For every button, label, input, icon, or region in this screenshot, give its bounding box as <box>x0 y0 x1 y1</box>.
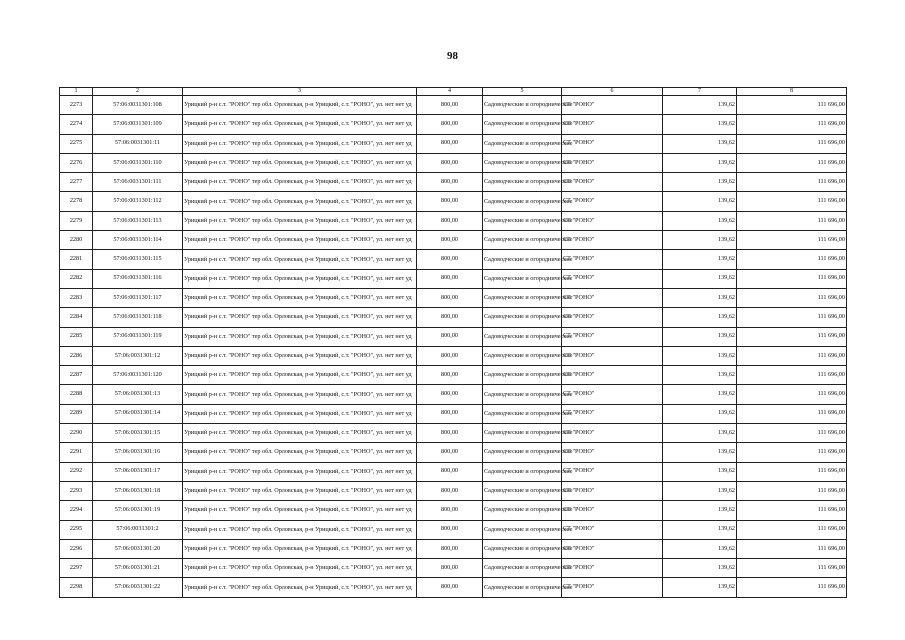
land-use-cell: Садоводческие и огороднические <box>483 462 562 481</box>
cadastral-number: 57:06:0031301:108 <box>93 96 183 115</box>
land-use-cell: Садоводческие и огороднические <box>483 308 562 327</box>
land-use-cell: Садоводческие и огороднические <box>483 559 562 578</box>
address-cell: Урицкий р-н с.т. "РОНО" тер обл. Орловская, р-н Урицкий, с.т. "РОНО", ул. нет нет уд <box>183 424 417 443</box>
area-cell: 800,00 <box>417 231 483 250</box>
cadastral-value-cell: 111 696,00 <box>737 520 847 539</box>
cadastral-number: 57:06:0031301:109 <box>93 115 183 134</box>
land-use-cell: Садоводческие и огороднические <box>483 501 562 520</box>
table-row <box>60 173 847 192</box>
land-use-cell: Садоводческие и огороднические <box>483 424 562 443</box>
row-number: 2297 <box>60 559 93 578</box>
row-number: 2278 <box>60 192 93 211</box>
cadastral-number: 57:06:0031301:113 <box>93 211 183 230</box>
cadastral-value-cell: 111 696,00 <box>737 192 847 211</box>
area-cell: 800,00 <box>417 288 483 307</box>
organization-cell: СТ "РОНО" <box>562 327 663 346</box>
address-cell: Урицкий р-н с.т. "РОНО" тер обл. Орловская, р-н Урицкий, с.т. "РОНО", ул. нет нет уд <box>183 366 417 385</box>
address-cell: Урицкий р-н с.т. "РОНО" тер обл. Орловская, р-н Урицкий, с.т. "РОНО", ул. нет нет уд <box>183 539 417 558</box>
table-header <box>60 88 847 96</box>
cadastral-value-cell: 111 696,00 <box>737 115 847 134</box>
rate-cell: 139,62 <box>663 424 737 443</box>
land-use-cell: Садоводческие и огороднические <box>483 539 562 558</box>
organization-cell: СТ "РОНО" <box>562 308 663 327</box>
row-number: 2281 <box>60 250 93 269</box>
row-number: 2276 <box>60 153 93 172</box>
header-cell-5: 5 <box>483 88 562 96</box>
organization-cell: СТ "РОНО" <box>562 96 663 115</box>
cadastral-value-cell: 111 696,00 <box>737 539 847 558</box>
address-cell: Урицкий р-н с.т. "РОНО" тер обл. Орловская, р-н Урицкий, с.т. "РОНО", ул. нет нет уд <box>183 462 417 481</box>
land-use-cell: Садоводческие и огороднические <box>483 231 562 250</box>
area-cell: 800,00 <box>417 481 483 500</box>
land-use-cell: Садоводческие и огороднические <box>483 404 562 423</box>
table-row <box>60 96 847 115</box>
cadastral-value-cell: 111 696,00 <box>737 173 847 192</box>
cadastral-number: 57:06:0031301:21 <box>93 559 183 578</box>
cadastral-number: 57:06:0031301:14 <box>93 404 183 423</box>
land-use-cell: Садоводческие и огороднические <box>483 96 562 115</box>
organization-cell: СТ "РОНО" <box>562 115 663 134</box>
address-cell: Урицкий р-н с.т. "РОНО" тер обл. Орловская, р-н Урицкий, с.т. "РОНО", ул. нет нет уд <box>183 173 417 192</box>
header-cell-3: 3 <box>183 88 417 96</box>
land-use-cell: Садоводческие и огороднические <box>483 481 562 500</box>
rate-cell: 139,62 <box>663 539 737 558</box>
cadastral-value-cell: 111 696,00 <box>737 96 847 115</box>
row-number: 2290 <box>60 424 93 443</box>
land-use-cell: Садоводческие и огороднические <box>483 115 562 134</box>
land-use-cell: Садоводческие и огороднические <box>483 385 562 404</box>
row-number: 2277 <box>60 173 93 192</box>
organization-cell: СТ "РОНО" <box>562 481 663 500</box>
organization-cell: СТ "РОНО" <box>562 134 663 153</box>
table-row <box>60 134 847 153</box>
rate-cell: 139,62 <box>663 308 737 327</box>
cadastral-number: 57:06:0031301:110 <box>93 153 183 172</box>
rate-cell: 139,62 <box>663 96 737 115</box>
area-cell: 800,00 <box>417 96 483 115</box>
organization-cell: СТ "РОНО" <box>562 346 663 365</box>
cadastral-number: 57:06:0031301:119 <box>93 327 183 346</box>
land-use-cell: Садоводческие и огороднические <box>483 269 562 288</box>
area-cell: 800,00 <box>417 115 483 134</box>
table-row <box>60 192 847 211</box>
address-cell: Урицкий р-н с.т. "РОНО" тер обл. Орловская, р-н Урицкий, с.т. "РОНО", ул. нет нет уд <box>183 134 417 153</box>
organization-cell: СТ "РОНО" <box>562 192 663 211</box>
address-cell: Урицкий р-н с.т. "РОНО" тер обл. Орловская, р-н Урицкий, с.т. "РОНО", ул. нет нет уд <box>183 481 417 500</box>
row-number: 2289 <box>60 404 93 423</box>
rate-cell: 139,62 <box>663 250 737 269</box>
header-cell-8: 8 <box>737 88 847 96</box>
table-row <box>60 308 847 327</box>
area-cell: 800,00 <box>417 173 483 192</box>
organization-cell: СТ "РОНО" <box>562 539 663 558</box>
cadastral-number: 57:06:0031301:22 <box>93 578 183 597</box>
row-number: 2298 <box>60 578 93 597</box>
area-cell: 800,00 <box>417 559 483 578</box>
cadastral-value-cell: 111 696,00 <box>737 153 847 172</box>
cadastral-value-cell: 111 696,00 <box>737 308 847 327</box>
table-row <box>60 404 847 423</box>
organization-cell: СТ "РОНО" <box>562 288 663 307</box>
table-body <box>60 96 847 598</box>
table-row <box>60 385 847 404</box>
area-cell: 800,00 <box>417 520 483 539</box>
cadastral-number: 57:06:0031301:12 <box>93 346 183 365</box>
land-use-cell: Садоводческие и огороднические <box>483 366 562 385</box>
cadastral-number: 57:06:0031301:114 <box>93 231 183 250</box>
table-row <box>60 288 847 307</box>
cadastral-number: 57:06:0031301:112 <box>93 192 183 211</box>
rate-cell: 139,62 <box>663 501 737 520</box>
row-number: 2292 <box>60 462 93 481</box>
cadastral-number: 57:06:0031301:16 <box>93 443 183 462</box>
address-cell: Урицкий р-н с.т. "РОНО" тер обл. Орловская, р-н Урицкий, с.т. "РОНО", ул. нет нет уд <box>183 501 417 520</box>
cadastral-number: 57:06:0031301:19 <box>93 501 183 520</box>
row-number: 2282 <box>60 269 93 288</box>
land-use-cell: Садоводческие и огороднические <box>483 134 562 153</box>
cadastral-number: 57:06:0031301:20 <box>93 539 183 558</box>
area-cell: 800,00 <box>417 424 483 443</box>
table-row <box>60 424 847 443</box>
table-row <box>60 231 847 250</box>
header-cell-4: 4 <box>417 88 483 96</box>
organization-cell: СТ "РОНО" <box>562 559 663 578</box>
area-cell: 800,00 <box>417 211 483 230</box>
land-use-cell: Садоводческие и огороднические <box>483 153 562 172</box>
address-cell: Урицкий р-н с.т. "РОНО" тер обл. Орловская, р-н Урицкий, с.т. "РОНО", ул. нет нет уд <box>183 96 417 115</box>
address-cell: Урицкий р-н с.т. "РОНО" тер обл. Орловская, р-н Урицкий, с.т. "РОНО", ул. нет нет уд <box>183 288 417 307</box>
rate-cell: 139,62 <box>663 404 737 423</box>
rate-cell: 139,62 <box>663 327 737 346</box>
address-cell: Урицкий р-н с.т. "РОНО" тер обл. Орловская, р-н Урицкий, с.т. "РОНО", ул. нет нет уд <box>183 211 417 230</box>
row-number: 2284 <box>60 308 93 327</box>
header-cell-2: 2 <box>93 88 183 96</box>
cadastral-number: 57:06:0031301:18 <box>93 481 183 500</box>
cadastral-value-cell: 111 696,00 <box>737 501 847 520</box>
rate-cell: 139,62 <box>663 134 737 153</box>
table-row <box>60 269 847 288</box>
land-use-cell: Садоводческие и огороднические <box>483 211 562 230</box>
cadastral-number: 57:06:0031301:11 <box>93 134 183 153</box>
rate-cell: 139,62 <box>663 269 737 288</box>
cadastral-value-cell: 111 696,00 <box>737 424 847 443</box>
row-number: 2295 <box>60 520 93 539</box>
table-row <box>60 211 847 230</box>
land-use-cell: Садоводческие и огороднические <box>483 173 562 192</box>
organization-cell: СТ "РОНО" <box>562 385 663 404</box>
header-cell-7: 7 <box>663 88 737 96</box>
table-row <box>60 501 847 520</box>
area-cell: 800,00 <box>417 327 483 346</box>
cadastral-value-cell: 111 696,00 <box>737 578 847 597</box>
row-number: 2286 <box>60 346 93 365</box>
cadastral-number: 57:06:0031301:115 <box>93 250 183 269</box>
table-row <box>60 539 847 558</box>
table-row <box>60 462 847 481</box>
area-cell: 800,00 <box>417 269 483 288</box>
header-row <box>60 88 847 96</box>
rate-cell: 139,62 <box>663 462 737 481</box>
table-row <box>60 115 847 134</box>
land-use-cell: Садоводческие и огороднические <box>483 250 562 269</box>
organization-cell: СТ "РОНО" <box>562 501 663 520</box>
land-use-cell: Садоводческие и огороднические <box>483 520 562 539</box>
address-cell: Урицкий р-н с.т. "РОНО" тер обл. Орловская, р-н Урицкий, с.т. "РОНО", ул. нет нет уд <box>183 250 417 269</box>
address-cell: Урицкий р-н с.т. "РОНО" тер обл. Орловская, р-н Урицкий, с.т. "РОНО", ул. нет нет уд <box>183 115 417 134</box>
rate-cell: 139,62 <box>663 211 737 230</box>
land-use-cell: Садоводческие и огороднические <box>483 578 562 597</box>
organization-cell: СТ "РОНО" <box>562 211 663 230</box>
organization-cell: СТ "РОНО" <box>562 443 663 462</box>
cadastral-value-cell: 111 696,00 <box>737 443 847 462</box>
table-row <box>60 250 847 269</box>
row-number: 2275 <box>60 134 93 153</box>
land-use-cell: Садоводческие и огороднические <box>483 327 562 346</box>
row-number: 2279 <box>60 211 93 230</box>
cadastral-number: 57:06:0031301:15 <box>93 424 183 443</box>
row-number: 2293 <box>60 481 93 500</box>
cadastral-number: 57:06:0031301:13 <box>93 385 183 404</box>
rate-cell: 139,62 <box>663 173 737 192</box>
table-row <box>60 520 847 539</box>
rate-cell: 139,62 <box>663 578 737 597</box>
address-cell: Урицкий р-н с.т. "РОНО" тер обл. Орловская, р-н Урицкий, с.т. "РОНО", ул. нет нет уд <box>183 559 417 578</box>
area-cell: 800,00 <box>417 539 483 558</box>
land-use-cell: Садоводческие и огороднические <box>483 288 562 307</box>
address-cell: Урицкий р-н с.т. "РОНО" тер обл. Орловская, р-н Урицкий, с.т. "РОНО", ул. нет нет уд <box>183 269 417 288</box>
rate-cell: 139,62 <box>663 443 737 462</box>
rate-cell: 139,62 <box>663 559 737 578</box>
organization-cell: СТ "РОНО" <box>562 173 663 192</box>
area-cell: 800,00 <box>417 153 483 172</box>
cadastral-value-cell: 111 696,00 <box>737 366 847 385</box>
organization-cell: СТ "РОНО" <box>562 153 663 172</box>
organization-cell: СТ "РОНО" <box>562 520 663 539</box>
address-cell: Урицкий р-н с.т. "РОНО" тер обл. Орловская, р-н Урицкий, с.т. "РОНО", ул. нет нет уд <box>183 308 417 327</box>
rate-cell: 139,62 <box>663 366 737 385</box>
cadastral-value-cell: 111 696,00 <box>737 211 847 230</box>
address-cell: Урицкий р-н с.т. "РОНО" тер обл. Орловская, р-н Урицкий, с.т. "РОНО", ул. нет нет уд <box>183 404 417 423</box>
address-cell: Урицкий р-н с.т. "РОНО" тер обл. Орловская, р-н Урицкий, с.т. "РОНО", ул. нет нет уд <box>183 443 417 462</box>
area-cell: 800,00 <box>417 366 483 385</box>
cadastral-value-cell: 111 696,00 <box>737 134 847 153</box>
area-cell: 800,00 <box>417 346 483 365</box>
table-row <box>60 327 847 346</box>
organization-cell: СТ "РОНО" <box>562 269 663 288</box>
rate-cell: 139,62 <box>663 288 737 307</box>
area-cell: 800,00 <box>417 404 483 423</box>
cadastral-number: 57:06:0031301:2 <box>93 520 183 539</box>
area-cell: 800,00 <box>417 443 483 462</box>
row-number: 2280 <box>60 231 93 250</box>
land-use-cell: Садоводческие и огороднические <box>483 443 562 462</box>
header-cell-6: 6 <box>562 88 663 96</box>
area-cell: 800,00 <box>417 462 483 481</box>
area-cell: 800,00 <box>417 385 483 404</box>
table-row <box>60 366 847 385</box>
rate-cell: 139,62 <box>663 153 737 172</box>
organization-cell: СТ "РОНО" <box>562 578 663 597</box>
area-cell: 800,00 <box>417 501 483 520</box>
rate-cell: 139,62 <box>663 231 737 250</box>
organization-cell: СТ "РОНО" <box>562 250 663 269</box>
land-use-cell: Садоводческие и огороднические <box>483 346 562 365</box>
cadastral-number: 57:06:0031301:118 <box>93 308 183 327</box>
row-number: 2291 <box>60 443 93 462</box>
cadastral-value-cell: 111 696,00 <box>737 327 847 346</box>
address-cell: Урицкий р-н с.т. "РОНО" тер обл. Орловская, р-н Урицкий, с.т. "РОНО", ул. нет нет уд <box>183 578 417 597</box>
cadastral-value-cell: 111 696,00 <box>737 481 847 500</box>
address-cell: Урицкий р-н с.т. "РОНО" тер обл. Орловская, р-н Урицкий, с.т. "РОНО", ул. нет нет уд <box>183 327 417 346</box>
address-cell: Урицкий р-н с.т. "РОНО" тер обл. Орловская, р-н Урицкий, с.т. "РОНО", ул. нет нет уд <box>183 153 417 172</box>
cadastral-number: 57:06:0031301:111 <box>93 173 183 192</box>
registry-table <box>59 87 847 598</box>
cadastral-value-cell: 111 696,00 <box>737 231 847 250</box>
address-cell: Урицкий р-н с.т. "РОНО" тер обл. Орловская, р-н Урицкий, с.т. "РОНО", ул. нет нет уд <box>183 192 417 211</box>
area-cell: 800,00 <box>417 578 483 597</box>
organization-cell: СТ "РОНО" <box>562 404 663 423</box>
address-cell: Урицкий р-н с.т. "РОНО" тер обл. Орловская, р-н Урицкий, с.т. "РОНО", ул. нет нет уд <box>183 385 417 404</box>
table-row <box>60 153 847 172</box>
page-number: 98 <box>447 50 458 62</box>
cadastral-value-cell: 111 696,00 <box>737 462 847 481</box>
cadastral-value-cell: 111 696,00 <box>737 269 847 288</box>
rate-cell: 139,62 <box>663 385 737 404</box>
row-number: 2296 <box>60 539 93 558</box>
area-cell: 800,00 <box>417 250 483 269</box>
cadastral-number: 57:06:0031301:116 <box>93 269 183 288</box>
organization-cell: СТ "РОНО" <box>562 462 663 481</box>
cadastral-value-cell: 111 696,00 <box>737 250 847 269</box>
rate-cell: 139,62 <box>663 520 737 539</box>
rate-cell: 139,62 <box>663 346 737 365</box>
rate-cell: 139,62 <box>663 481 737 500</box>
cadastral-number: 57:06:0031301:120 <box>93 366 183 385</box>
address-cell: Урицкий р-н с.т. "РОНО" тер обл. Орловская, р-н Урицкий, с.т. "РОНО", ул. нет нет уд <box>183 346 417 365</box>
cadastral-value-cell: 111 696,00 <box>737 559 847 578</box>
row-number: 2287 <box>60 366 93 385</box>
rate-cell: 139,62 <box>663 115 737 134</box>
cadastral-value-cell: 111 696,00 <box>737 346 847 365</box>
row-number: 2274 <box>60 115 93 134</box>
table-row <box>60 481 847 500</box>
table-row <box>60 578 847 597</box>
address-cell: Урицкий р-н с.т. "РОНО" тер обл. Орловская, р-н Урицкий, с.т. "РОНО", ул. нет нет уд <box>183 231 417 250</box>
area-cell: 800,00 <box>417 308 483 327</box>
rate-cell: 139,62 <box>663 192 737 211</box>
row-number: 2294 <box>60 501 93 520</box>
cadastral-value-cell: 111 696,00 <box>737 288 847 307</box>
row-number: 2283 <box>60 288 93 307</box>
table-row <box>60 443 847 462</box>
row-number: 2288 <box>60 385 93 404</box>
cadastral-value-cell: 111 696,00 <box>737 404 847 423</box>
cadastral-number: 57:06:0031301:17 <box>93 462 183 481</box>
row-number: 2273 <box>60 96 93 115</box>
land-use-cell: Садоводческие и огороднические <box>483 192 562 211</box>
cadastral-value-cell: 111 696,00 <box>737 385 847 404</box>
row-number: 2285 <box>60 327 93 346</box>
organization-cell: СТ "РОНО" <box>562 231 663 250</box>
address-cell: Урицкий р-н с.т. "РОНО" тер обл. Орловская, р-н Урицкий, с.т. "РОНО", ул. нет нет уд <box>183 520 417 539</box>
area-cell: 800,00 <box>417 134 483 153</box>
table-row <box>60 346 847 365</box>
organization-cell: СТ "РОНО" <box>562 424 663 443</box>
table-row <box>60 559 847 578</box>
area-cell: 800,00 <box>417 192 483 211</box>
organization-cell: СТ "РОНО" <box>562 366 663 385</box>
cadastral-number: 57:06:0031301:117 <box>93 288 183 307</box>
header-cell-1: 1 <box>60 88 93 96</box>
